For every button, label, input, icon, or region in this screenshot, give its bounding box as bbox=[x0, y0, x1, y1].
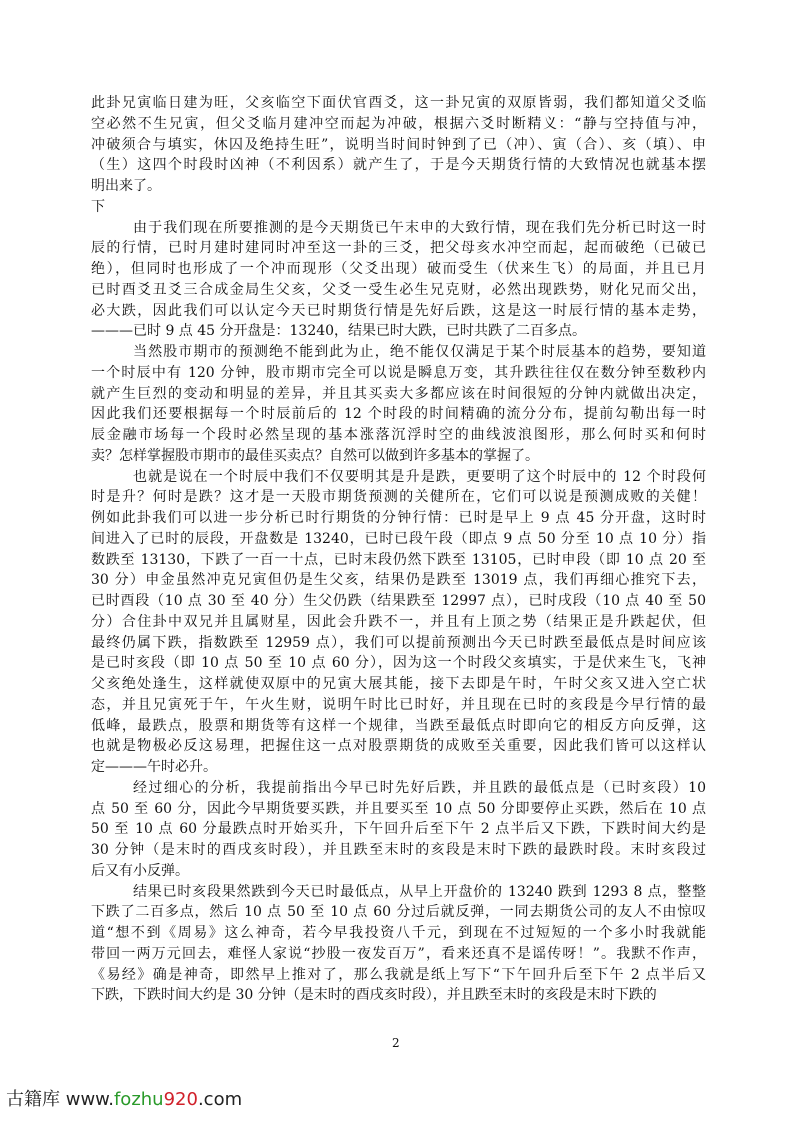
text-line: （生）这四个时段时凶神（不利因系）就产生了，于是今天期货行情的大致情况也就基本摆 bbox=[91, 157, 706, 174]
text-line: 因此我们还要根据每一个时辰前后的 12 个时段的时间精确的流分分布，提前勾勒出每一时 bbox=[91, 406, 706, 423]
page-number: 2 bbox=[392, 1036, 400, 1050]
text-line: 间进入了已时的辰段，开盘数是 13240，已时已段午段（即点 9 点 50 分至 10 点 10 分）指 bbox=[91, 530, 706, 547]
text-line: 明出来了。 bbox=[91, 178, 161, 194]
text-line: 已时酉段（10 点 30 至 40 分）生父仍跌（结果跌至 12997 点），已时戌段（10 点 40 至 50 bbox=[91, 593, 706, 609]
text-line: 一个时辰中有 120 分钟，股市期市完全可以说是瞬息万变，其升跌往往仅在数分钟至数秒内 bbox=[91, 364, 706, 381]
text-line: 低峰，最跌点，股票和期货等有这样一个规律，当跌至最低点时即向它的相反方向反弹，这 bbox=[91, 717, 706, 734]
text-line: 时是升？何时是跌？这才是一天股市期货预测的关健所在，它们可以说是预测成败的关健！ bbox=[91, 489, 706, 506]
text-line: 分）合住卦中双兄并且属财星，因此会升跌不一，并且有上顶之势（结果正是升跌起伏，但 bbox=[91, 613, 706, 630]
text-line: 绝），但同时也形成了一个冲而现形（父爻出现）破而受生（伏来生飞）的局面，并且已月 bbox=[91, 261, 706, 277]
paragraph bbox=[91, 778, 706, 882]
text-line: 例如此卦我们可以进一步分析已时行期货的分钟行情：已时是早上 9 点 45 分开盘，这时时 bbox=[91, 510, 706, 526]
footer-red: 920 bbox=[163, 1089, 198, 1110]
text-line: 态，并且兄寅死于午，午火生财，说明午时比已时好，并且现在已时的亥段是今早行情的最 bbox=[91, 696, 706, 713]
footer-prefix: 古籍库 www. bbox=[6, 1089, 114, 1110]
text-line: 30 分钟（是末时的酉戌亥时段），并且跌至末时的亥段是末时下跌的最跌时段。末时亥段过 bbox=[91, 842, 706, 858]
site-watermark-footer bbox=[6, 1085, 242, 1111]
text-line: 必大跌，因此我们可以认定今天已时期货行情是先好后跌，这是这一时辰行情的基本走势， bbox=[91, 302, 706, 319]
text-line: 道“想不到《周易》这么神奇，若今早我投资八千元，到现在不过短短的一个多小时我就能 bbox=[91, 925, 706, 941]
text-line: 《易经》确是神奇，即然早上推对了，那么我就是纸上写下“下午回升后至下午 2 点半后又 bbox=[91, 966, 706, 983]
text-line: 辰金融市场每一个段时必然呈现的基本涨落沉浮时空的曲线波浪图形，那么何时买和何时 bbox=[91, 427, 706, 443]
text-line: 后又有小反弹。 bbox=[91, 862, 189, 879]
text-line: 最终仍属下跌，指数跌至 12959 点），我们可以提前预测出今天已时跌至最低点是时间应该 bbox=[91, 634, 706, 651]
text-line: 就产生巨烈的变动和明显的差异，并且其买卖大多都应该在时间很短的分钟内就做出决定， bbox=[91, 385, 706, 402]
paragraph bbox=[91, 342, 706, 467]
text-line: 空必然不生兄寅，但父爻临月建冲空而起为冲破，根据六爻时断精义：“静与空持值与冲， bbox=[91, 115, 706, 132]
paragraph bbox=[91, 467, 706, 778]
text-line: 也就是说在一个时辰中我们不仅要明其是升是跌，更要明了这个时辰中的 12 个时段何 bbox=[133, 468, 706, 485]
text-line: 下 bbox=[91, 198, 105, 215]
footer-suffix: .com bbox=[197, 1089, 243, 1110]
footer-green: fozhu bbox=[113, 1089, 164, 1110]
text-line: 结果已时亥段果然跌到今天已时最低点，从早上开盘价的 13240 跌到 1293 8 点，整整 bbox=[133, 883, 706, 900]
paragraph bbox=[91, 882, 706, 1007]
text-line: 下跌，下跌时间大约是 30 分钟（是末时的酉戌亥时段），并且跌至末时的亥段是末时下跌的 bbox=[91, 987, 657, 1004]
paragraph bbox=[91, 93, 706, 197]
paragraph bbox=[91, 218, 706, 343]
document-body bbox=[91, 93, 706, 1006]
text-line: 冲破须合与填实，休囚及绝持生旺”，说明当时间时钟到了已（冲）、寅（合）、亥（填）、申 bbox=[91, 136, 706, 153]
text-line: 30 分）申金虽然冲克兄寅但仍是生父亥，结果仍是跌至 13019 点，我们再细心推究下去， bbox=[91, 572, 706, 589]
paragraph bbox=[91, 197, 706, 218]
text-line: 数跌至 13130，下跌了一百一十点，已时末段仍然下跌至 13105，已时申段（即 10 点 20 至 bbox=[91, 551, 706, 568]
text-line: ———已时 9 点 45 分开盘是：13240，结果已时大跌，已时共跌了二百多点。 bbox=[91, 323, 587, 340]
text-line: 带回一两万元回去，难怪人家说“抄股一夜发百万”，看来还真不是谣传呀！”。我默不作声， bbox=[91, 945, 706, 962]
text-line: 由于我们现在所要推测的是今天期货已午末申的大致行情，现在我们先分析已时这一时 bbox=[133, 219, 706, 236]
text-line: 当然股市期市的预测绝不能到此为止，绝不能仅仅满足于某个时辰基本的趋势，要知道 bbox=[133, 344, 706, 360]
text-line: 是已时亥段（即 10 点 50 至 10 点 60 分），因为这一个时段父亥填实，于是伏来生飞，飞神 bbox=[91, 655, 706, 672]
text-line: 已时酉爻丑爻三合成金局生父亥，父爻一受生必生兄克财，必然出现跌势，财化兄而父出， bbox=[91, 281, 706, 298]
text-line: 50 至 10 点 60 分最跌点时开始买升，下午回升后至下午 2 点半后又下跌，下跌时间大约是 bbox=[91, 821, 706, 838]
text-line: 点 50 至 60 分，因此今早期货要买跌，并且要买至 10 点 50 分即要停止买跌，然后在 10 点 bbox=[91, 800, 706, 817]
text-line: 也就是物极必反这易理，把握住这一点对股票期货的成败至关重要，因此我们皆可以这样认 bbox=[91, 738, 706, 755]
text-line: 卖？怎样掌握股市期市的最佳买卖点？自然可以做到许多基本的掌握了。 bbox=[91, 447, 539, 464]
text-line: 下跌了二百多点，然后 10 点 50 至 10 点 60 分过后就反弹，一同去期货公司的友人不由惊叹 bbox=[91, 904, 706, 921]
text-line: 经过细心的分析，我提前指出今早已时先好后跌，并且跌的最低点是（已时亥段）10 bbox=[133, 779, 706, 796]
text-line: 此卦兄寅临日建为旺，父亥临空下面伏官酉爻，这一卦兄寅的双原皆弱，我们都知道父爻临 bbox=[91, 95, 706, 111]
text-line: 辰的行情，已时月建时建同时冲至这一卦的三爻，把父母亥水冲空而起，起而破绝（已破已 bbox=[91, 240, 706, 257]
text-line: 父亥绝处逢生，这样就使双原中的兄寅大展其能，接下去即是午时，午时父亥又进入空亡状 bbox=[91, 676, 706, 692]
text-line: 定———午时必升。 bbox=[91, 759, 217, 775]
